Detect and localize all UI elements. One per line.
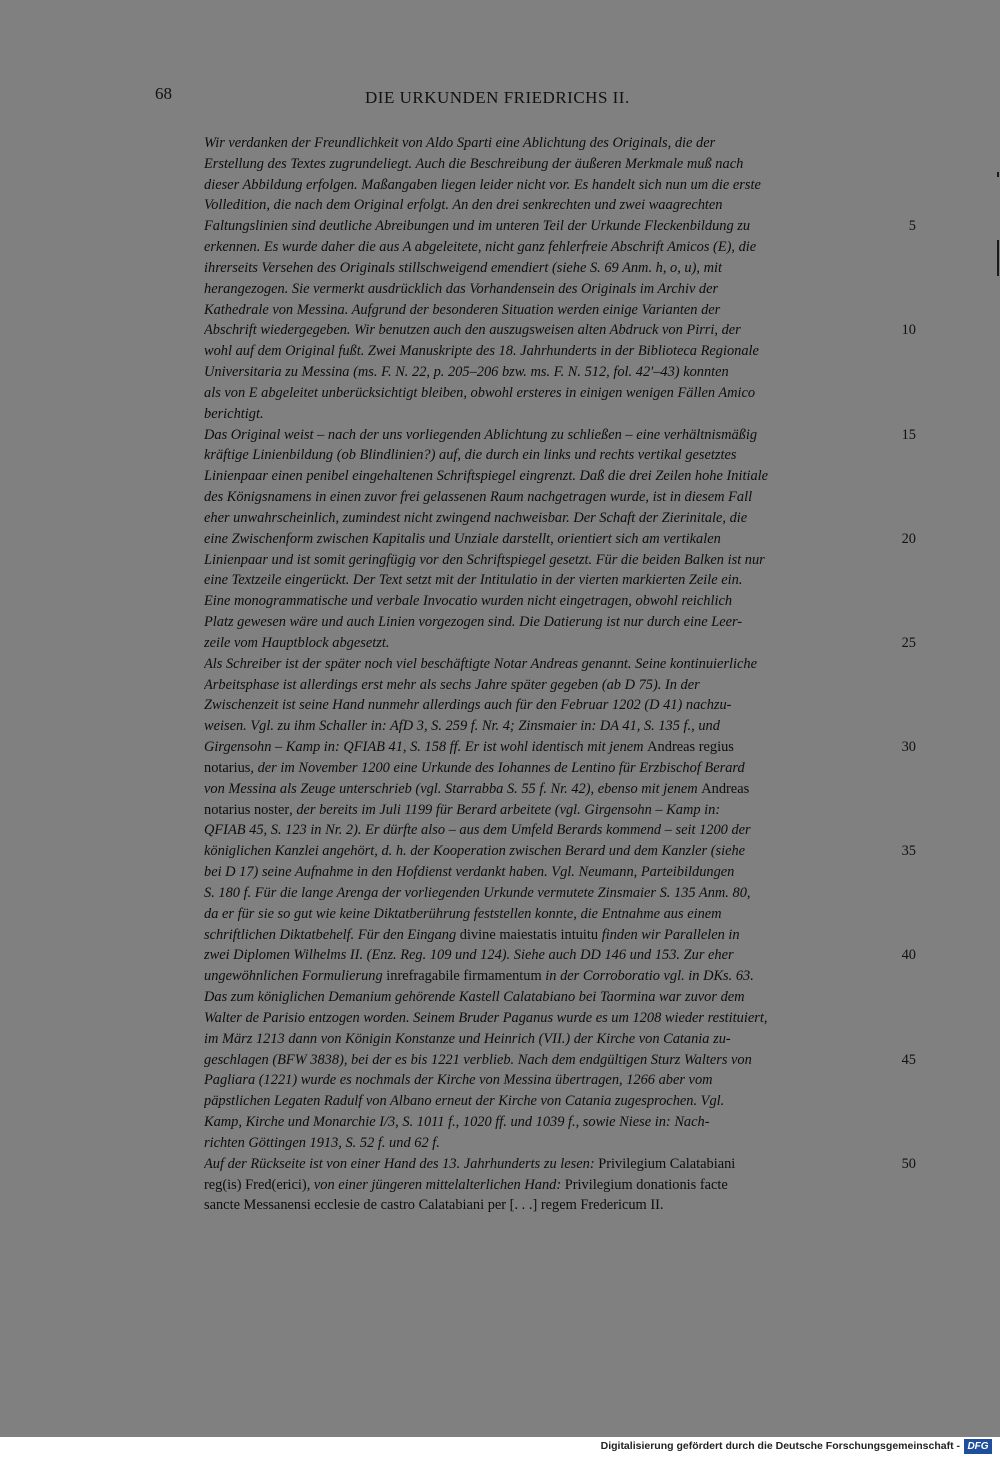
text-line bbox=[204, 508, 875, 528]
line-number: 20 bbox=[901, 530, 916, 547]
dfg-logo: DFG bbox=[964, 1439, 992, 1454]
text-segment: eher unwahrscheinlich, zumindest nicht zwingend nachweisbar. Der Schaft der Zierinitale, die bbox=[204, 509, 748, 526]
scan-edge-mark bbox=[997, 172, 999, 177]
text-segment: des Königsnamens in einen zuvor frei gelassenen Raum nachgetragen wurde, ist in diesem Fall bbox=[204, 489, 753, 506]
text-segment: Andreas regius bbox=[647, 739, 734, 756]
text-segment: Kathedrale von Messina. Aufgrund der besonderen Situation werden einige Varianten der bbox=[204, 301, 721, 318]
text-line bbox=[204, 175, 875, 195]
text-segment: Girgensohn – Kamp in: QFIAB 41, S. 158 ff. Er ist wohl identisch mit jenem bbox=[204, 739, 648, 756]
text-line bbox=[204, 341, 875, 361]
text-line bbox=[204, 320, 875, 340]
text-segment: bei D 17) seine Aufnahme in den Hofdienst verdankt haben. Vgl. Neumann, Parteibildungen bbox=[204, 864, 735, 881]
text-line bbox=[204, 570, 875, 590]
text-segment: Andreas bbox=[701, 780, 750, 797]
text-line bbox=[204, 779, 875, 799]
text-segment: inrefragabile firmamentum bbox=[386, 968, 542, 985]
text-segment: reg(is) Fred(erici) bbox=[204, 1176, 307, 1193]
text-segment: in der Corroboratio vgl. in DKs. 63. bbox=[541, 968, 754, 985]
text-segment: Arbeitsphase ist allerdings erst mehr als sechs Jahre später gegeben (ab D 75). In der bbox=[204, 676, 700, 693]
line-number: 35 bbox=[901, 843, 916, 860]
text-line bbox=[204, 362, 875, 382]
text-line bbox=[204, 654, 875, 674]
text-segment: kräftige Linienbildung (ob Blindlinien?) auf, die durch ein links und rechts vertikal gesetztes bbox=[204, 447, 737, 464]
text-segment: dieser Abbildung erfolgen. Maßangaben liegen leider nicht vor. Es handelt sich nun um die erste bbox=[204, 176, 761, 193]
text-segment: Volledition, die nach dem Original erfolgt. An den drei senkrechten und zwei waagrechten bbox=[204, 197, 723, 214]
text-segment: Auf der Rückseite ist von einer Hand des 13. Jahrhunderts zu lesen: bbox=[204, 1155, 599, 1172]
text-segment: weisen. Vgl. zu ihm Schaller in: AfD 3, S. 259 f. Nr. 4; Zinsmaier in: DA 41, S. 135 f., und bbox=[204, 718, 720, 735]
text-line bbox=[204, 1195, 875, 1215]
text-segment: Zwischenzeit ist seine Hand nunmehr allerdings auch für den Februar 1202 (D 41) nachzu- bbox=[204, 697, 732, 714]
text-segment: da er für sie so gut wie keine Diktatberührung feststellen konnte, die Entnahme aus einem bbox=[204, 905, 722, 922]
footer-bar bbox=[0, 1437, 1000, 1457]
text-line bbox=[204, 1091, 875, 1111]
text-line bbox=[204, 1175, 875, 1195]
text-line bbox=[204, 675, 875, 695]
text-line bbox=[204, 1112, 875, 1132]
text-line bbox=[204, 612, 875, 632]
text-segment: königlichen Kanzlei angehört, d. h. der Kooperation zwischen Berard und dem Kanzler (siehe bbox=[204, 843, 746, 860]
text-line bbox=[204, 1133, 875, 1153]
text-segment: QFIAB 45, S. 123 in Nr. 2). Er dürfte also – aus dem Umfeld Berards kommend – seit 1200 der bbox=[204, 822, 751, 839]
text-segment: zeile vom Hauptblock abgesetzt. bbox=[204, 634, 390, 651]
text-segment: divine maiestatis intuitu bbox=[459, 926, 599, 943]
line-number: 15 bbox=[901, 426, 916, 443]
text-line bbox=[204, 904, 875, 924]
text-line bbox=[204, 695, 875, 715]
text-line bbox=[204, 1154, 875, 1174]
text-line bbox=[204, 383, 875, 403]
text-line bbox=[204, 279, 875, 299]
text-line bbox=[204, 133, 875, 153]
text-line bbox=[204, 154, 875, 174]
text-segment: wohl auf dem Original fußt. Zwei Manuskripte des 18. Jahrhunderts in der Biblioteca Regionale bbox=[204, 343, 759, 360]
text-line bbox=[204, 1070, 875, 1090]
text-line bbox=[204, 1008, 875, 1028]
text-segment: Universitaria zu Messina (ms. F. N. 22, p. 205–206 bzw. ms. F. N. 512, fol. 42'–43) konnten bbox=[204, 364, 729, 381]
text-line bbox=[204, 883, 875, 903]
text-line bbox=[204, 425, 875, 445]
text-line bbox=[204, 216, 875, 236]
text-segment: Faltungslinien sind deutliche Abreibungen und im unteren Teil der Urkunde Fleckenbildung zu bbox=[204, 218, 751, 235]
line-number: 50 bbox=[901, 1155, 916, 1172]
text-segment: eine Textzeile eingerückt. Der Text setzt mit der Intitulatio in der vierten markierten Zeile ein. bbox=[204, 572, 743, 589]
text-segment: , der bereits im Juli 1199 für Berard arbeitete (vgl. Girgensohn – Kamp in: bbox=[289, 801, 721, 818]
text-line bbox=[204, 841, 875, 861]
text-segment: im März 1213 dann von Königin Konstanze und Heinrich (VII.) der Kirche von Catania zu- bbox=[204, 1030, 731, 1047]
text-segment: zwei Diplomen Wilhelms II. (Enz. Reg. 109 und 124). Siehe auch DD 146 und 153. Zur eher bbox=[204, 947, 734, 964]
text-line bbox=[204, 820, 875, 840]
text-segment: Kamp, Kirche und Monarchie I/3, S. 1011 f., 1020 ff. und 1039 f., sowie Niese in: Nach- bbox=[204, 1114, 710, 1130]
text-segment: Als Schreiber ist der später noch viel beschäftigte Notar Andreas genannt. Seine kontinuierliche bbox=[204, 655, 758, 672]
text-segment: Platz gewesen wäre und auch Linien vorgezogen sind. Die Datierung ist nur durch eine Leer- bbox=[204, 614, 743, 631]
text-line bbox=[204, 716, 875, 736]
text-line bbox=[204, 966, 875, 986]
text-segment: S. 180 f. Für die lange Arenga der vorliegenden Urkunde vermutete Zinsmaier S. 135 Anm. 80, bbox=[204, 884, 751, 901]
text-line bbox=[204, 237, 875, 257]
text-line bbox=[204, 195, 875, 215]
text-line bbox=[204, 633, 875, 653]
text-segment: schriftlichen Diktatbehelf. Für den Eingang bbox=[204, 926, 460, 943]
text-segment: , der im November 1200 eine Urkunde des Iohannes de Lentino für Erzbischof Berard bbox=[250, 759, 745, 776]
text-line bbox=[204, 487, 875, 507]
text-line bbox=[204, 1029, 875, 1049]
text-segment: Erstellung des Textes zugrundeliegt. Auch die Beschreibung der äußeren Merkmale muß nach bbox=[204, 155, 744, 172]
running-title: DIE URKUNDEN FRIEDRICHS II. bbox=[365, 88, 630, 107]
text-segment: Pagliara (1221) wurde es nochmals der Kirche von Messina übertragen, 1266 aber vom bbox=[204, 1072, 713, 1089]
text-segment: eine Zwischenform zwischen Kapitalis und Unziale darstellt, orientiert sich am vertikalen bbox=[204, 530, 721, 547]
line-number: 30 bbox=[901, 739, 916, 756]
scan-edge-mark bbox=[997, 240, 999, 276]
line-number: 40 bbox=[901, 947, 916, 964]
text-line bbox=[204, 925, 875, 945]
text-segment: Privilegium Calatabiani bbox=[598, 1155, 736, 1172]
page-number: 68 bbox=[155, 84, 172, 103]
text-segment: erkennen. Es wurde daher die aus A abgeleitete, nicht ganz fehlerfreie Abschrift Amicos (E), die bbox=[204, 239, 757, 256]
text-line bbox=[204, 945, 875, 965]
text-line bbox=[204, 404, 875, 424]
text-segment: Walter de Parisio entzogen worden. Seinem Bruder Paganus wurde es um 1208 wieder restituiert, bbox=[204, 1009, 768, 1026]
text-segment: Linienpaar einen penibel eingehaltenen Schriftspiegel eingrenzt. Daß die drei Zeilen hohe Initiale bbox=[204, 468, 769, 485]
text-line bbox=[204, 800, 875, 820]
funding-notice: Digitalisierung gefördert durch die Deutsche Forschungsgemeinschaft - bbox=[600, 1440, 960, 1452]
text-segment: finden wir Parallelen in bbox=[598, 926, 740, 943]
text-line bbox=[204, 987, 875, 1007]
text-line bbox=[204, 758, 875, 778]
text-segment: notarius noster bbox=[204, 801, 290, 818]
text-line bbox=[204, 529, 875, 549]
text-segment: , von einer jüngeren mittelalterlichen Hand: bbox=[306, 1176, 565, 1193]
text-line bbox=[204, 591, 875, 611]
text-segment: ihrerseits Versehen des Originals stillschweigend emendiert (siehe S. 69 Anm. h, o, u), mit bbox=[204, 259, 722, 276]
line-number: 45 bbox=[901, 1051, 916, 1068]
text-segment: Das Original weist – nach der uns vorliegenden Ablichtung zu schließen – eine verhältnismäßig bbox=[204, 426, 758, 443]
line-number: 25 bbox=[901, 634, 916, 651]
text-line bbox=[204, 737, 875, 757]
text-segment: sancte Messanensi ecclesie de castro Calatabiani per [. . .] regem Fredericum II. bbox=[204, 1197, 664, 1214]
text-segment: päpstlichen Legaten Radulf von Albano erneut der Kirche von Catania zugesprochen. Vgl. bbox=[204, 1093, 725, 1110]
text-segment: berichtigt. bbox=[204, 405, 264, 422]
text-segment: Privilegium donationis facte bbox=[564, 1176, 728, 1193]
text-line bbox=[204, 862, 875, 882]
text-segment: Wir verdanken der Freundlichkeit von Aldo Sparti eine Ablichtung des Originals, die der bbox=[204, 135, 716, 151]
text-segment: als von E abgeleitet unberücksichtigt bleiben, obwohl ersteres in einigen wenigen Fällen Amico bbox=[204, 384, 756, 401]
text-segment: Das zum königlichen Demanium gehörende Kastell Calatabiano bei Taormina war zuvor dem bbox=[204, 989, 745, 1006]
text-segment: notarius bbox=[204, 759, 251, 776]
text-line bbox=[204, 300, 875, 320]
text-segment: Eine monogrammatische und verbale Invocatio wurden nicht eingetragen, obwohl reichlich bbox=[204, 593, 733, 610]
text-segment: Abschrift wiedergegeben. Wir benutzen auch den auszugsweisen alten Abdruck von Pirri, der bbox=[204, 322, 741, 339]
text-segment: richten Göttingen 1913, S. 52 f. und 62 f. bbox=[204, 1134, 440, 1151]
text-segment: von Messina als Zeuge unterschrieb (vgl. Starrabba S. 55 f. Nr. 42), ebenso mit jenem bbox=[204, 780, 702, 797]
text-line bbox=[204, 550, 875, 570]
line-number: 10 bbox=[901, 322, 916, 339]
text-segment: ungewöhnlichen Formulierung bbox=[204, 968, 387, 985]
text-segment: Linienpaar und ist somit geringfügig vor den Schriftspiegel gesetzt. Für die beiden Balken ist nur bbox=[204, 551, 765, 568]
text-line bbox=[204, 466, 875, 486]
text-line bbox=[204, 1050, 875, 1070]
text-segment: herangezogen. Sie vermerkt ausdrücklich das Vorhandensein des Originals im Archiv der bbox=[204, 280, 719, 297]
text-line bbox=[204, 258, 875, 278]
line-number: 5 bbox=[908, 218, 916, 235]
text-segment: geschlagen (BFW 3838), bei der es bis 1221 verblieb. Nach dem endgültigen Sturz Walters von bbox=[204, 1051, 752, 1068]
text-line bbox=[204, 445, 875, 465]
